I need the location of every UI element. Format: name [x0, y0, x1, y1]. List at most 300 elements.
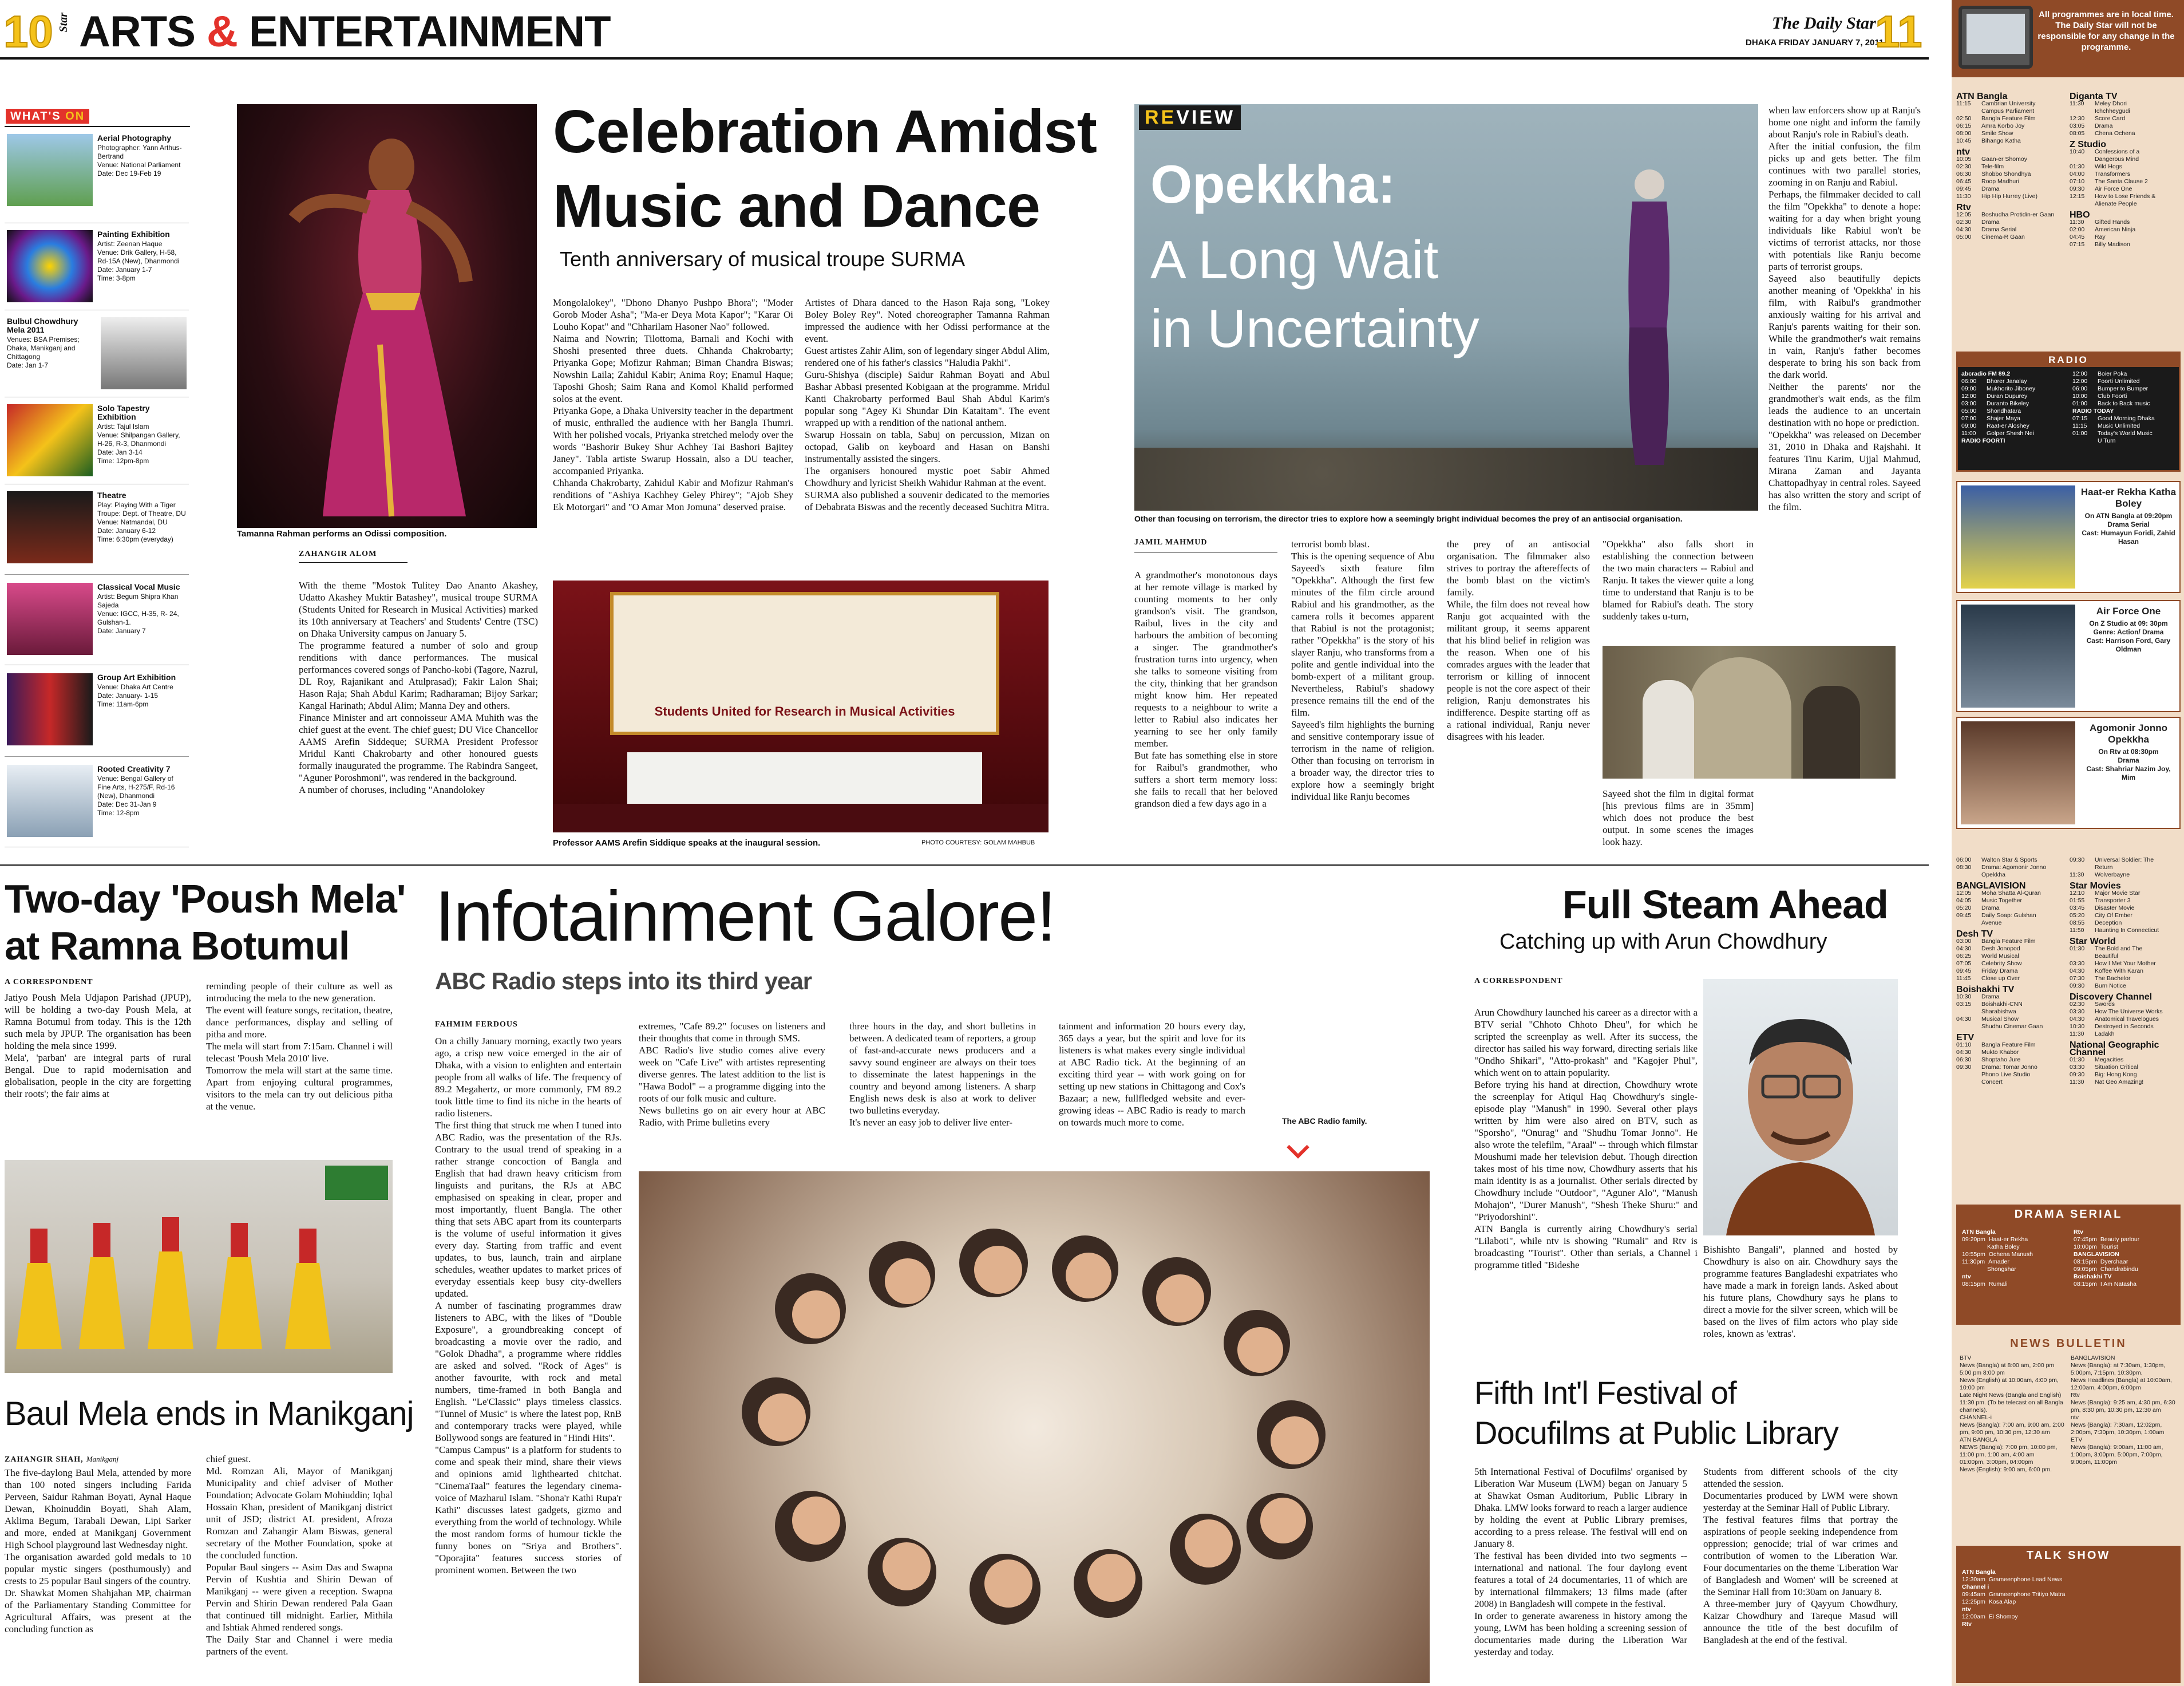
schedule-time: 11:30: [2070, 1030, 2084, 1037]
schedule-programme: Celebrity Show: [1981, 960, 2022, 967]
tv-schedule-left-top: [1956, 89, 2065, 241]
schedule-row: [1956, 115, 2065, 123]
schedule-programme: Amra Korbo Joy: [1981, 123, 2025, 129]
schedule-time: 08:30: [1956, 864, 1972, 871]
poush-byline: A CORRESPONDENT: [5, 978, 93, 986]
schedule-programme: Shondhatara: [1987, 408, 2021, 414]
schedule-programme: Grameenphone Lead News: [1988, 1576, 2063, 1583]
review-title-3: in Uncertainty: [1150, 298, 1479, 358]
schedule-time: [1956, 108, 1978, 115]
whats-on-details: Artist: Zeenan Haque Venue: Drik Gallery, H-58, Rd-15A (New), Dhanmondi Date: January 1-7 Time: 3-8pm: [97, 240, 180, 282]
tv-header-box: [1952, 0, 2184, 77]
schedule-programme: Smile Show: [1981, 130, 2013, 137]
channel-name: National Geographic Channel: [2070, 1040, 2159, 1057]
schedule-row: [1962, 1258, 2065, 1266]
schedule-time: 07:10: [2070, 178, 2085, 185]
news-bulletin-box: [1956, 1334, 2181, 1540]
tv-promo: [1956, 600, 2181, 712]
schedule-programme: Drama: [1981, 219, 2000, 226]
schedule-programme: Disaster Movie: [2095, 905, 2135, 911]
poush-headline-2: at Ramna Botumul: [5, 923, 350, 968]
schedule-row: [2072, 393, 2178, 400]
schedule-row: [1956, 178, 2065, 185]
schedule-row: [1961, 378, 2067, 385]
schedule-row: [1956, 108, 2065, 115]
schedule-programme: Deception: [2095, 919, 2122, 926]
schedule-programme: Tele-film: [1981, 163, 2004, 170]
channel-name: ATN Bangla: [1956, 92, 2008, 101]
schedule-time: 06:00: [2072, 385, 2088, 392]
schedule-row: [2072, 385, 2178, 393]
schedule-time: 08:00: [1956, 130, 1972, 137]
schedule-time: 07:00: [1961, 415, 1977, 422]
schedule-programme: Koffee With Karan: [2095, 968, 2144, 974]
surma-byline: ZAHANGIR ALOM: [299, 550, 377, 558]
schedule-row: [2070, 1016, 2179, 1023]
whats-on-text: [97, 404, 187, 480]
schedule-row: [2072, 400, 2178, 408]
schedule-programme: Bumper to Bumper: [2098, 385, 2149, 392]
schedule-programme: Situation Critical: [2095, 1064, 2138, 1071]
schedule-time: 03:30: [2070, 1008, 2085, 1015]
schedule-programme: Concert: [1981, 1079, 2003, 1085]
channel-name: Rtv: [1956, 203, 1971, 212]
schedule-row: [2070, 975, 2179, 982]
schedule-row: [2070, 905, 2179, 912]
whats-on-title: Classical Vocal Music: [97, 582, 180, 591]
schedule-row: [2070, 856, 2179, 864]
baul-col-1: The five-daylong Baul Mela, attended by more than 100 noted singers including Farida Perveen, Saidur Rahman Boyati, Aynal Haque Dewan, Khoinuddin Boyati, Shah Alam, Aklima Begum, Tarabali Dewan, Lipi Sarker and more, ended at Manikganj Government High School playground last Wednesday night. The organisation awarded gold medals to 10 popular mystic singers (posthumously) and crests to 25 popular Baul singers of the country. Dr. Shawkat Momen Shahjahan MP, chairman of the Parliamentary Standing Committee for Agricultural Affairs, was present at the concluding function as: [5, 1467, 191, 1634]
schedule-row: [2072, 437, 2178, 445]
tv-promo-title: Air Force One: [2096, 606, 2161, 617]
news-bulletin-title: NEWS BULLETIN: [2010, 1337, 2127, 1350]
whats-on-thumbnail: [7, 765, 93, 837]
schedule-programme: Tourist: [2100, 1243, 2118, 1250]
schedule-time: 04:30: [2070, 968, 2085, 974]
schedule-programme: Rumali: [1988, 1281, 2008, 1288]
schedule-time: [2070, 953, 2091, 960]
schedule-time: 11:30: [2070, 1079, 2084, 1085]
tv-promo-title: Haat-er Rekha Katha Boley: [2080, 487, 2177, 509]
schedule-programme: Ei Shomoy: [1988, 1613, 2018, 1620]
schedule-row: [1962, 1613, 2174, 1621]
schedule-time: 09:30: [2070, 982, 2085, 989]
schedule-programme: Sharabishwa: [1981, 1008, 2016, 1015]
schedule-time: 01:55: [2070, 897, 2085, 904]
abc-photo-caption: The ABC Radio family.: [1282, 1116, 1367, 1126]
arun-col-1: Arun Chowdhury launched his career as a director with a BTV serial "Chhoto Chhoto Dheu", for which he scripted the screenplay as well. After its success, the director has sailed his way forward, directing serials like "Ondho Shikari", "Atto-prokash" and "Kagojer Phul", which went on to attain popularity. Before trying his hand at direction, Chowdhury wrote the screenplay for Atiqul Haq Chowdhury's single-episode play "Manush" in 1990. Several other plays written by him were also aired on BTV, such as "Sporsho", "Onurag" and "Shudhu Tomar Jonno". He also wrote the telefilm, "Araal" -- through which filmstar Moushumi made her television debut. Though direction takes most of his time now, Chowdhury asserts that his main identity is as a journalist. Other serials directed by Chowdhury include "Outdoor", "Aguner Alo", "Manush Mohajon", "Durer Manush", "Shesh Theke Shuru:" and "Priyodorshini". ATN Bangla is currently airing Chowdhury's serial "Lilaboti", while ntv is showing "Rumali" and Rtv is broadcasting "Tourist". Other than serials, a Channel i programme titled "Bideshe: [1474, 1007, 1698, 1270]
schedule-time: 12:05: [1956, 890, 1972, 897]
schedule-row: [1956, 1001, 2065, 1008]
schedule-time: 02:50: [1956, 115, 1972, 122]
left-page-number: 10: [3, 6, 53, 57]
schedule-time: 08:15pm: [2074, 1258, 2097, 1265]
schedule-time: 04:00: [2070, 171, 2085, 177]
schedule-time: 08:15pm: [2074, 1281, 2097, 1288]
schedule-programme: Drama: Tomar Jonno: [1981, 1064, 2037, 1071]
schedule-programme: Duranto Bikeley: [1987, 400, 2029, 407]
schedule-row: [1956, 919, 2065, 927]
schedule-time: 12:00: [2072, 370, 2088, 377]
schedule-time: ntv: [1962, 1273, 1971, 1280]
schedule-row: [2070, 864, 2179, 871]
schedule-row: [2070, 1079, 2179, 1086]
schedule-programme: Alienate People: [2095, 200, 2137, 207]
schedule-programme: Gifted Hands: [2095, 219, 2130, 226]
schedule-row: [1956, 123, 2065, 130]
talk-show-list: [1962, 1569, 2174, 1628]
schedule-time: 09:45: [1956, 912, 1972, 919]
whats-on-text: [7, 317, 96, 393]
arun-byline: A CORRESPONDENT: [1474, 977, 1563, 985]
schedule-time: [1956, 1079, 1978, 1086]
review-title-2: A Long Wait: [1150, 230, 1439, 290]
schedule-time: 12:00: [1961, 393, 1977, 400]
abc-family-photo: [639, 1171, 1430, 1683]
poush-col-2: reminding people of their culture as well as introducing the mela to the new generation. The event will feature songs, recitation, theatre, dance performances, display and selling of pitha and more. The mela will start from 7:15am. Channel i will telecast 'Poush Mela 2010' live. Tomorrow the mela will start at the same time. Apart from enjoying cultural programmes, visitors to the mela can try out delicious pitha at the venue.: [206, 981, 393, 1112]
review-col-4: "Opekkha" also falls short in establishing the connection between the two main characters -- Rabiul and Ranju. It takes the viewer quite a long time to understand that Ranju is to be blamed for Rabiul's death. The story suddenly takes u-turn,: [1603, 539, 1754, 622]
schedule-time: 03:30: [2070, 1064, 2085, 1071]
schedule-row: [1962, 1243, 2065, 1251]
schedule-time: 10:45: [1956, 137, 1972, 144]
schedule-row: [2070, 226, 2179, 234]
news-bulletin-left: BTV News (Bangla) at 8:00 am, 2:00 pm 5:00 pm 8:00 pm News (English) at 10:00am, 4:00 pm, 10:00 pm Late Night News (Bangla and English) 11:30 pm. (To be telecast on all Bangla channels). CHANNEL-i News (Bangla): 7:00 am, 9:00 am, 2:00 pm, 9:00 pm, 10:30 pm, 12:30 am ATN BANGLA NEWS (Bangla): 7:00 pm, 10:00 pm, 11:00 pm, 1:00 am, 4:00 am 01:00pm, 3:00pm, 04:00pm News (English): 9:00 am, 6:00 pm.: [1960, 1355, 2064, 1473]
abc-headline: Infotainment Galore!: [435, 877, 1055, 956]
tv-promo-title: Agomonir Jonno Opekkha: [2090, 722, 2167, 745]
schedule-time: 11:00: [1961, 430, 1976, 437]
schedule-time: 10:40: [2070, 148, 2085, 155]
schedule-programme: Musical Show: [1981, 1016, 2019, 1022]
radio-right-list: [2072, 370, 2178, 445]
review-woman-figure: [1609, 156, 1690, 476]
review-col-1: A grandmother's monotonous days at her remote village is marked by counting moments to her only grandson's visit. The grandson, Raibul, lives in the city and harbours the ambition of becoming a singer. The grandmother's frustration turns into urgency, when she talks to someone visiting from the city, thinking that her grandson might know him. Her repeated requests to a neighbour to write a letter to Rabiul also indicates her yearning to see her only family member. But fate has something else in store for Raibul's grandmother, who suffers a short term memory loss: she fails to recall that her beloved grandson died a few days ago in a: [1134, 570, 1277, 809]
schedule-programme: Foorti Unlimited: [2098, 378, 2140, 385]
schedule-time: 09:30: [2070, 1071, 2085, 1078]
schedule-time: 07:05: [1956, 960, 1972, 967]
review-arch: [1688, 657, 1791, 779]
whats-on-details: Artist: Tajul Islam Venue: Shilpangan Gallery, H-26, R-3, Dhanmondi Date: Jan 3-14 Time: 12pm-8pm: [97, 423, 180, 465]
schedule-time: ATN Bangla: [1962, 1229, 1996, 1235]
schedule-programme: Bangla Feature Film: [1981, 938, 2036, 945]
whats-on-item: [5, 670, 189, 757]
surma-banner: [610, 592, 999, 735]
schedule-time: 03:45: [2070, 905, 2085, 911]
schedule-programme: Drama: [2095, 123, 2113, 129]
schedule-row: [2072, 378, 2178, 385]
tv-schedule-right-top: [2070, 89, 2179, 248]
chevron-down-icon: [1287, 1136, 1309, 1159]
tv-promo-details: On ATN Bangla at 09:20pm Drama Serial Cast: Humayun Foridi, Zahid Hasan: [2082, 512, 2175, 546]
schedule-time: 03:15: [1956, 1001, 1972, 1008]
schedule-programme: Destroyed in Seconds: [2095, 1023, 2154, 1030]
schedule-time: 07:30: [2070, 975, 2085, 982]
schedule-programme: Shobbo Shondhya: [1981, 171, 2031, 177]
schedule-time: 08:15pm: [1962, 1281, 1985, 1288]
lower-section-rule: [0, 864, 1929, 866]
schedule-programme: Burn Notice: [2095, 982, 2126, 989]
schedule-time: 09:00: [1961, 423, 1977, 429]
paper-name: The Daily Star: [1772, 14, 1876, 33]
section-title: [79, 7, 611, 57]
whats-on-text: [97, 230, 187, 306]
schedule-time: Rtv: [1962, 1621, 1972, 1628]
schedule-row: [1956, 1041, 2065, 1049]
schedule-programme: Dyerchaar: [2100, 1258, 2128, 1265]
schedule-row: [2074, 1273, 2177, 1281]
schedule-programme: Drama: [1981, 185, 2000, 192]
schedule-time: 12:10: [2070, 890, 2085, 897]
surma-stage-caption: Professor AAMS Arefin Siddique speaks at the inaugural session.: [553, 838, 821, 848]
schedule-programme: Close up Over: [1981, 975, 2020, 982]
schedule-programme: Walton Star & Sports: [1981, 856, 2037, 863]
channel-name: Desh TV: [1956, 929, 1993, 939]
schedule-row: [2070, 1008, 2179, 1016]
schedule-row: [2072, 423, 2178, 430]
schedule-time: [1956, 1023, 1978, 1030]
surma-photo-credit: PHOTO COURTESY: GOLAM MAHBUB: [921, 839, 1035, 846]
schedule-time: 11:30pm: [1962, 1258, 1985, 1265]
schedule-row: [1956, 137, 2065, 145]
schedule-time: [2072, 437, 2094, 445]
schedule-programme: Music Unlimited: [2098, 423, 2141, 429]
channel-name: Boishakhi TV: [1956, 985, 2015, 994]
schedule-programme: Amader: [1988, 1258, 2009, 1265]
schedule-time: 04:05: [1956, 897, 1972, 904]
schedule-time: 12:05: [1956, 211, 1972, 218]
schedule-programme: Major Movie Star: [2095, 890, 2141, 897]
schedule-time: [1956, 1008, 1978, 1016]
schedule-programme: Megacities: [2095, 1056, 2124, 1063]
schedule-programme: Club Foorti: [2098, 393, 2127, 400]
schedule-programme: Bihango Katha: [1981, 137, 2021, 144]
review-col-2: terrorist bomb blast. This is the opening sequence of Abu Sayeed's sixth feature film "Opekkha". Although the first few minutes of the film circle around Rabiul and his grandmother, as the camera rolls it becomes apparent that Rabiul is not the protagonist; rather "Opekkha" is the story of his slayer Ranju, who transforms from a polite and gentle individual into the bomb-expert of a militant group. Nevertheless, Rabiul's shadowy presence remains till the end of the film. Sayeed's film highlights the burning and sensitive contemporary issue of terrorism in the name of religion. Other than focusing on terrorism in a broader way, the director tries to explore how a seemingly bright individual like Ranju becomes: [1291, 539, 1434, 802]
baul-byline-name: ZAHANGIR SHAH,: [5, 1455, 84, 1464]
schedule-time: 04:30: [1956, 1016, 1972, 1022]
schedule-time: 01:00: [2072, 430, 2088, 437]
schedule-row: [2070, 1023, 2179, 1030]
schedule-row: [2070, 234, 2179, 241]
schedule-row: [1956, 1008, 2065, 1016]
tv-promo-image: [1961, 485, 2075, 589]
schedule-time: 10:00pm: [2074, 1243, 2097, 1250]
schedule-row: [1962, 1266, 2065, 1273]
schedule-programme: Cinema-R Gaan: [1981, 234, 2025, 240]
schedule-row: [1956, 1071, 2065, 1079]
schedule-time: 01:30: [2070, 1056, 2085, 1063]
schedule-row: [1962, 1236, 2065, 1243]
schedule-time: 04:45: [2070, 234, 2085, 240]
schedule-time: 12:30am: [1962, 1576, 1985, 1583]
section-title-ent: ENTERTAINMENT: [249, 7, 611, 56]
schedule-time: 06:45: [1956, 178, 1972, 185]
arun-subhead: Catching up with Arun Chowdhury: [1499, 930, 1827, 954]
page-header: [0, 0, 1929, 63]
schedule-programme: Haunting In Connecticut: [2095, 927, 2159, 934]
schedule-time: RADIO TODAY: [2072, 408, 2114, 414]
schedule-row: [1962, 1598, 2174, 1606]
schedule-time: [1962, 1243, 1984, 1251]
schedule-time: 11:30: [2070, 219, 2084, 226]
schedule-time: 07:15: [2070, 241, 2085, 248]
whats-on-text: [97, 491, 186, 571]
schedule-time: 07:15: [2072, 415, 2088, 422]
schedule-row: [1956, 864, 2065, 871]
schedule-row: [2070, 960, 2179, 968]
radio-title: RADIO: [1958, 353, 2179, 367]
schedule-programme: Return: [2095, 864, 2113, 871]
schedule-programme: Universal Soldier: The: [2095, 856, 2154, 863]
review-byline: JAMIL MAHMUD: [1134, 538, 1208, 547]
schedule-time: 03:05: [2070, 123, 2085, 129]
schedule-row: [2070, 193, 2179, 200]
header-rule: [0, 57, 1929, 60]
schedule-programme: Drama Serial: [1981, 226, 2017, 233]
schedule-programme: Boishakhi-CNN: [1981, 1001, 2023, 1008]
schedule-time: ATN Bangla: [1962, 1569, 1996, 1576]
whats-on-text: [97, 765, 187, 843]
schedule-row: [1956, 219, 2065, 226]
tv-schedule-right-mid: [2070, 853, 2179, 1086]
schedule-time: 11:30: [1956, 193, 1971, 200]
radio-left-list: [1961, 370, 2067, 445]
channel-name: ETV: [1956, 1033, 1975, 1043]
schedule-time: 11:30: [2070, 100, 2084, 107]
section-ampersand: &: [207, 7, 238, 56]
whats-on-details: Venue: Dhaka Art Centre Date: January- 1-15 Time: 11am-6pm: [97, 683, 173, 708]
abc-subhead: ABC Radio steps into its third year: [435, 968, 812, 994]
schedule-row: [1961, 400, 2067, 408]
schedule-programme: Music Together: [1981, 897, 2023, 904]
schedule-time: 10:30: [2070, 1023, 2085, 1030]
schedule-row: [2074, 1266, 2177, 1273]
surma-stage-photo: [553, 581, 1049, 832]
schedule-time: 03:00: [1956, 938, 1972, 945]
schedule-row: [2070, 1071, 2179, 1079]
schedule-time: 11:15: [2072, 423, 2087, 429]
schedule-row: [1956, 1079, 2065, 1086]
schedule-row: [1956, 234, 2065, 241]
arun-headline: Full Steam Ahead: [1562, 882, 1888, 927]
schedule-programme: Opekkha: [1981, 871, 2006, 878]
schedule-row: [1962, 1251, 2065, 1258]
schedule-time: [1956, 1071, 1978, 1079]
surma-stage-table: [627, 752, 982, 804]
schedule-row: [2070, 100, 2179, 108]
schedule-programme: Today's World Music: [2098, 430, 2153, 437]
schedule-programme: Shudhu Cinemar Gaan: [1981, 1023, 2043, 1030]
schedule-programme: How to Lose Friends &: [2095, 193, 2156, 200]
radio-box: [1956, 352, 2181, 472]
schedule-row: [1962, 1281, 2065, 1288]
schedule-row: [2072, 415, 2178, 423]
star-logo: Star: [57, 13, 70, 33]
drama-left-list: [1962, 1229, 2065, 1288]
schedule-programme: Duran Dupurey: [1987, 393, 2028, 400]
schedule-row: [1961, 370, 2067, 378]
whats-on-text: [97, 673, 176, 753]
poush-col-1: Jatiyo Poush Mela Udjapon Parishad (JPUP), will be holding a two-day Poush Mela, at Ramna Botumul from today. This is the 12th such mela by JPUP. The organisation has been holding the mela since 1999. Mela', 'parban' are integral parts of rural Bengal. Due to rapid modernisation and globalisation, people in the city are forgetting their roots'; the fair aims at: [5, 992, 191, 1099]
surma-subhead: Tenth anniversary of musical troupe SURMA: [560, 247, 966, 271]
schedule-time: ntv: [1962, 1606, 1971, 1613]
schedule-row: [2072, 370, 2178, 378]
schedule-time: 05:00: [1961, 408, 1977, 414]
schedule-programme: Beautiful: [2095, 953, 2118, 960]
review-figure-2: [1803, 686, 1860, 779]
channel-name: Star World: [2070, 937, 2116, 946]
schedule-time: [2070, 200, 2091, 208]
schedule-row: [1961, 423, 2067, 430]
tv-promo: [1956, 717, 2181, 829]
schedule-programme: Cambrian University: [1981, 100, 2036, 107]
whats-on-item: [5, 761, 189, 847]
whats-on-rule: [5, 126, 190, 127]
whats-on-title: Solo Tapestry Exhibition: [97, 404, 150, 421]
schedule-time: [1962, 1266, 1984, 1273]
review-title-1: Opekkha:: [1150, 154, 1396, 214]
abc-col-1: On a chilly January morning, exactly two years ago, a crisp new voice emerged in the air of Dhaka, with a vision to enlighten and entertain people from all walks of life. The frequency of 89.2 Megahertz, or more commonly, FM 89.2 took little time to find its niche in the hearts of radio listeners. The first thing that struck me when I tuned into ABC Radio, was the presentation of the RJs. Contrary to the usual trend of speaking in a rather strange concoction of Bangla and English that had drawn heavy criticism from linguists and puritans, the RJs at ABC emphasised on speaking in clear, proper and most importantly, fluent Bangla. The other thing that sets ABC apart from its counterparts is the volume of useful information it gives every day. Starting from traffic and event updates, to bus, launch, train and airplane schedules, weather updates to market prices of everyday essentials keep busy city-dwellers updated. A number of fascinating programmes draw listeners to ABC, with the likes of "Double Exposure", a groundbreaking concept of broadcasting a movie over the radio, and "Golok Dhadha", a programme where riddles are asked and solved. "Rock of Ages" is another favourite, with rock and metal numbers, time-framed in both Bangla and English. "Le'Classic" plays timeless classics. "Tunnel of Music" is where the latest pop, RnB and contemporary tracks were played, while Bollywood songs are featured in "Hindi Hits". "Campus Campus" is a platform for students to come and speak their mind, share their views and opinions amid lighthearted chitchat. "CinemaTaal" features the legendary cinema-voice of Mazharul Islam. "Shona'r Kathi Rupa'r Kathi" discusses latest gadgets, gizmo and everything from the world of technology. While the most random forms of humour tickle the funny bones on "Sriya and Brothers". "Oporajita" features success stories of prominent women. Between the two: [435, 1036, 622, 1576]
schedule-row: [1956, 171, 2065, 178]
schedule-programme: Bhorer Janalay: [1987, 378, 2027, 385]
schedule-row: [2070, 171, 2179, 178]
schedule-time: [1956, 919, 1978, 927]
schedule-row: [1956, 871, 2065, 879]
arun-portrait: [1703, 979, 1898, 1235]
schedule-time: 06:00: [1956, 856, 1972, 863]
schedule-time: 04:30: [1956, 945, 1972, 952]
schedule-time: 12:30: [2070, 115, 2085, 122]
schedule-row: [2070, 185, 2179, 193]
whats-on-heading-a: WHAT'S: [10, 110, 61, 123]
schedule-row: [2070, 927, 2179, 934]
schedule-row: [2074, 1258, 2177, 1266]
whats-on-item: [5, 579, 189, 665]
schedule-programme: Shoptaho Jure: [1981, 1056, 2021, 1063]
schedule-row: [2070, 1030, 2179, 1038]
arun-col-2: Bishishto Bangali", planned and hosted by Chowdhury is also on air. Chowdhury says the programme features Bangladeshi expatriates who have made a mark in foreign lands. Asked about his future plans, Chowdhury says he plans to direct a movie for the silver screen, which will be based on the lives of film actors who play side roles, known as 'extras'.: [1703, 1244, 1898, 1339]
poush-dancers-photo: [5, 1160, 393, 1373]
schedule-programme: Dangerous Mind: [2095, 156, 2139, 163]
dateline: DHAKA FRIDAY JANUARY 7, 2011: [1746, 38, 1884, 48]
schedule-time: 11:45: [1956, 975, 1971, 982]
schedule-programme: Transporter 3: [2095, 897, 2131, 904]
schedule-programme: Bangla Feature Film: [1981, 1041, 2036, 1048]
talk-show-title: TALK SHOW: [2026, 1549, 2111, 1562]
whats-on-details: Play: Playing With a Tiger Troupe: Dept. of Theatre, DU Venue: Natmandal, DU Date: January 6-12 Time: 6:30pm (everyday): [97, 501, 186, 543]
schedule-programme: Kosa Alap: [1988, 1598, 2016, 1605]
whats-on-title: Painting Exhibition: [97, 230, 170, 239]
review-tag-b: VIEW: [1176, 106, 1236, 128]
schedule-programme: Mukto Khabor: [1981, 1049, 2019, 1056]
schedule-programme: Grameenphone Tritiyo Matra: [1988, 1591, 2066, 1598]
whats-on-item: [5, 488, 189, 575]
surma-col-2: Mongolalokey", "Dhono Dhanyo Pushpo Bhora"; "Moder Gorob Moder Asha"; "Ma-er Deya Mota Kapor"; "Karar Oi Louho Kopat" and "Chharilam Hasoner Nao" followed. Naima and Nowrin; Tilottoma, Barnali and Kochi with Shoshi presented three duets. Chhanda Chakrobarty; Priyanka Gope; Mofizur Rahman; Biman Chandra Biswas; Nowshin Laila; Zahidul Kabir; Anima Roy; Enamul Haque; Taposhi Ghosh; Saim Rana and Komol Khalid performed solos at the event. Priyanka Gope, a Dhaka University teacher in the department of music, enthralled the audience with her Bangla Thumri. With her polished vocals, Priyanka stretched melody over the words "Bashorir Bukey Shur Achhey Tai Bashori Bajitey Janey". Tabla artiste Swarup Hossain, also a DU teacher, accompanied Priyanka. Chhanda Chakrobarty, Zahidul Kabir and Mofizur Rahman's renditions of "Ashiya Kachhey Geley Phirey"; "Ajob Shey Ek Motorgari" and "O Amar Mon Jomuna" deserved praise.: [553, 297, 793, 512]
schedule-programme: Boier Poka: [2098, 370, 2127, 377]
schedule-row: [2070, 130, 2179, 137]
schedule-row: [2070, 156, 2179, 163]
schedule-time: BANGLAVISION: [2074, 1251, 2119, 1258]
schedule-row: [1961, 430, 2067, 437]
whats-on-item: [5, 227, 189, 310]
whats-on-thumbnail: [7, 491, 93, 563]
schedule-time: 01:30: [2070, 945, 2085, 952]
whats-on-item: [5, 314, 189, 397]
schedule-time: 01:00: [2072, 400, 2088, 407]
schedule-programme: The Santa Clause 2: [2095, 178, 2148, 185]
schedule-programme: Roop Madhuri: [1981, 178, 2019, 185]
surma-stage-floor: [553, 804, 1049, 832]
schedule-time: 07:45pm: [2074, 1236, 2097, 1243]
schedule-time: 05:20: [1956, 905, 1972, 911]
